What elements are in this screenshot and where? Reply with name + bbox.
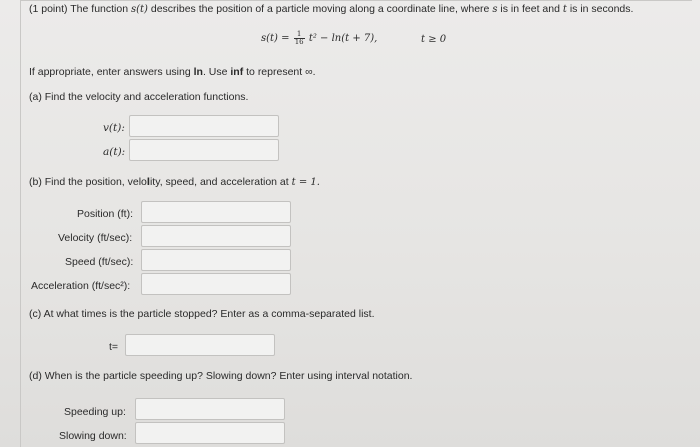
speed-input[interactable] <box>141 249 291 271</box>
part-c-heading: (c) At what times is the particle stopped? Enter as a comma-separated list. <box>29 308 375 320</box>
equation-lhs: s(t) = <box>261 33 290 44</box>
fraction-denominator: 16 <box>294 38 304 46</box>
intro-prefix: The function <box>70 3 129 15</box>
speeding-up-label: Speeding up: <box>64 406 126 418</box>
part-b-heading-math: t = 1. <box>291 177 320 188</box>
position-input[interactable] <box>141 201 291 223</box>
part-d-heading: (d) When is the particle speeding up? Slowing down? Enter using interval notation. <box>29 370 413 382</box>
intro-mid: describes the position of a particle moving along a coordinate line, where <box>150 3 490 15</box>
acceleration-function-input[interactable] <box>129 139 279 161</box>
position-label: Position (ft): <box>77 208 134 220</box>
part-b-heading-mid: ity, speed, and acceleration at <box>149 176 289 188</box>
var-t: t <box>562 4 567 15</box>
instructions-suffix: to represent ∞. <box>246 66 316 78</box>
intro-mid2: is in feet and <box>500 3 560 15</box>
speed-label: Speed (ft/sec): <box>65 256 134 268</box>
problem-statement <box>29 3 633 15</box>
velocity-input[interactable] <box>141 225 291 247</box>
var-s: s <box>492 4 498 15</box>
velocity-function-input[interactable] <box>129 115 279 137</box>
text-cursor: I <box>146 176 150 188</box>
velocity-label: Velocity (ft/sec): <box>58 232 133 244</box>
acceleration-label: Acceleration (ft/sec²): <box>31 280 131 292</box>
equation-rhs: t² − ln(t + 7), <box>308 33 378 44</box>
instructions-prefix: If appropriate, enter answers using <box>29 66 191 78</box>
problem-sheet <box>20 0 692 447</box>
equation-fraction <box>294 31 305 46</box>
v-label: v(t): <box>103 122 125 134</box>
slowing-down-label: Slowing down: <box>59 430 127 442</box>
part-a-heading: (a) Find the velocity and acceleration functions. <box>29 91 249 103</box>
slowing-down-input[interactable] <box>135 422 285 444</box>
instructions-mid: . Use <box>202 66 228 78</box>
part-b-heading-prefix: (b) Find the position, velo <box>29 176 147 188</box>
equation-domain: t ≥ 0 <box>421 34 447 45</box>
instructions-ln: ln <box>193 66 203 78</box>
t-equals-label: t= <box>109 341 119 353</box>
intro-end: is in seconds. <box>569 3 634 15</box>
position-equation <box>261 31 377 46</box>
part-b-heading <box>29 176 320 188</box>
function-name: s(t) <box>130 4 148 15</box>
a-label: a(t): <box>103 146 126 158</box>
points-label: (1 point) <box>29 3 68 15</box>
speeding-up-input[interactable] <box>135 398 285 420</box>
acceleration-input[interactable] <box>141 273 291 295</box>
stopped-times-input[interactable] <box>125 334 275 356</box>
instructions <box>29 66 316 78</box>
instructions-inf: inf <box>230 66 244 78</box>
fraction-numerator: 1 <box>294 31 305 39</box>
